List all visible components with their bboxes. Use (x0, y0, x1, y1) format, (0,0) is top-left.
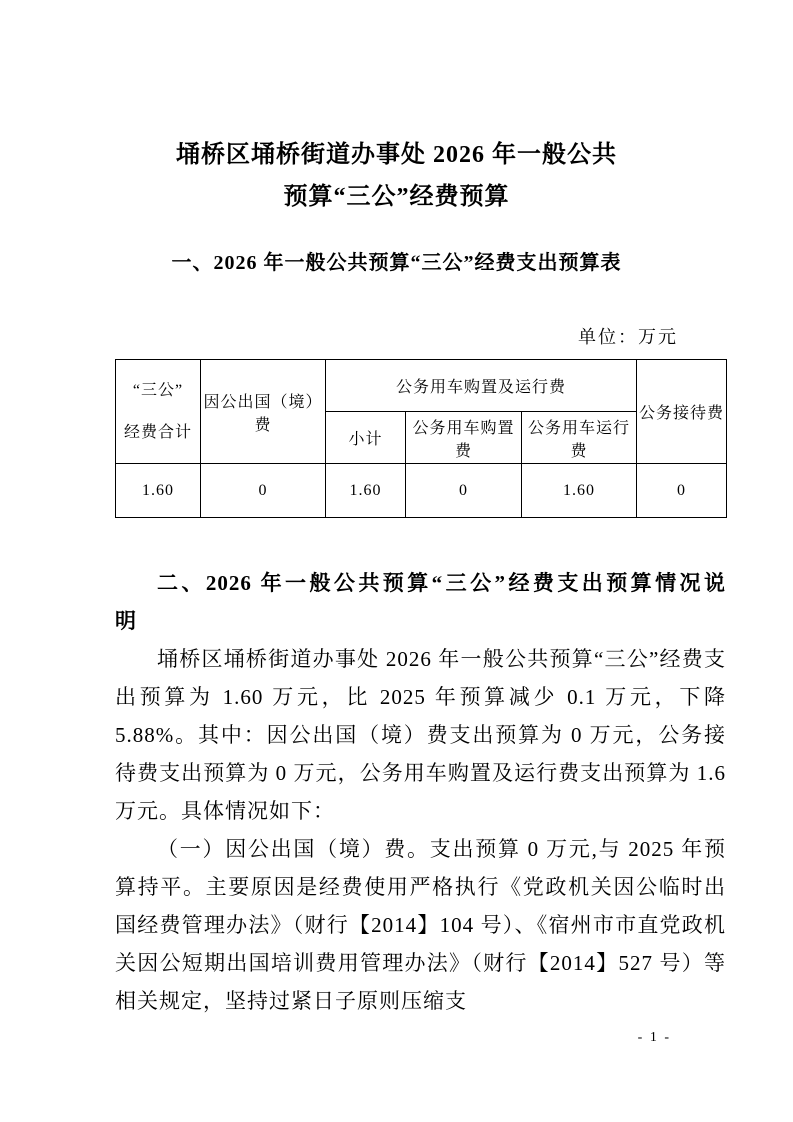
document-title-line2: 预算“三公”经费预算 (283, 184, 510, 210)
col-header-sangong-total-line2: 经费合计 (123, 423, 192, 441)
section2-heading-line2: 明 (115, 609, 137, 633)
paragraph-abroad-fee-detail: （一）因公出国（境）费。支出预算 0 万元,与 2025 年预算持平。主要原因是经费使用严格执行《党政机关因公临时出国经费管理办法》（财行【2014】104 号）、《宿州市市直党政机关因公短期出国培训费用管理办法》（财行【2014】527 号）等相关规定，坚持过紧日子原则压缩支 (115, 837, 726, 1013)
document-title (0, 0, 793, 218)
section1-heading: 一、2026 年一般公共预算“三公”经费支出预算表 (171, 252, 622, 274)
section2 (115, 564, 726, 1020)
value-vehicle-purchase: 0 (406, 464, 522, 518)
value-vehicle-subtotal: 1.60 (326, 464, 406, 518)
section2-heading-line1: 二、2026 年一般公共预算“三公”经费支出预算情况说 (157, 571, 726, 595)
col-header-sangong-total (116, 360, 201, 464)
col-header-abroad: 因公出国（境）费 (201, 360, 326, 464)
col-header-vehicle-purchase: 公务用车购置费 (406, 412, 522, 464)
table-data-row (116, 464, 727, 518)
paragraph-budget-overview: 埇桥区埇桥街道办事处 2026 年一般公共预算“三公”经费支出预算为 1.60 万元，比 2025 年预算减少 0.1 万元，下降 5.88%。其中：因公出国（境）费支出预算为 0 万元，公务接待费支出预算为 0 万元，公务用车购置及运行费支出预算为 1.6 万元。具体情况如下： (115, 647, 726, 823)
value-reception: 0 (637, 464, 727, 518)
content-area (115, 324, 726, 1020)
budget-table (115, 359, 727, 518)
value-vehicle-operation: 1.60 (522, 464, 637, 518)
col-header-reception: 公务接待费 (637, 360, 727, 464)
col-header-sangong-total-line1: “三公” (132, 381, 184, 399)
col-header-vehicle-subtotal: 小计 (326, 412, 406, 464)
page-number: - 1 - (637, 1030, 671, 1045)
col-header-vehicle-group: 公务用车购置及运行费 (326, 360, 637, 412)
unit-label: 单位：万元 (578, 327, 678, 347)
section2-heading (115, 564, 726, 640)
value-sangong-total: 1.60 (116, 464, 201, 518)
value-abroad: 0 (201, 464, 326, 518)
document-title-line1: 埇桥区埇桥街道办事处 2026 年一般公共 (176, 142, 617, 168)
table-header-row-1 (116, 360, 727, 412)
col-header-vehicle-operation: 公务用车运行费 (522, 412, 637, 464)
